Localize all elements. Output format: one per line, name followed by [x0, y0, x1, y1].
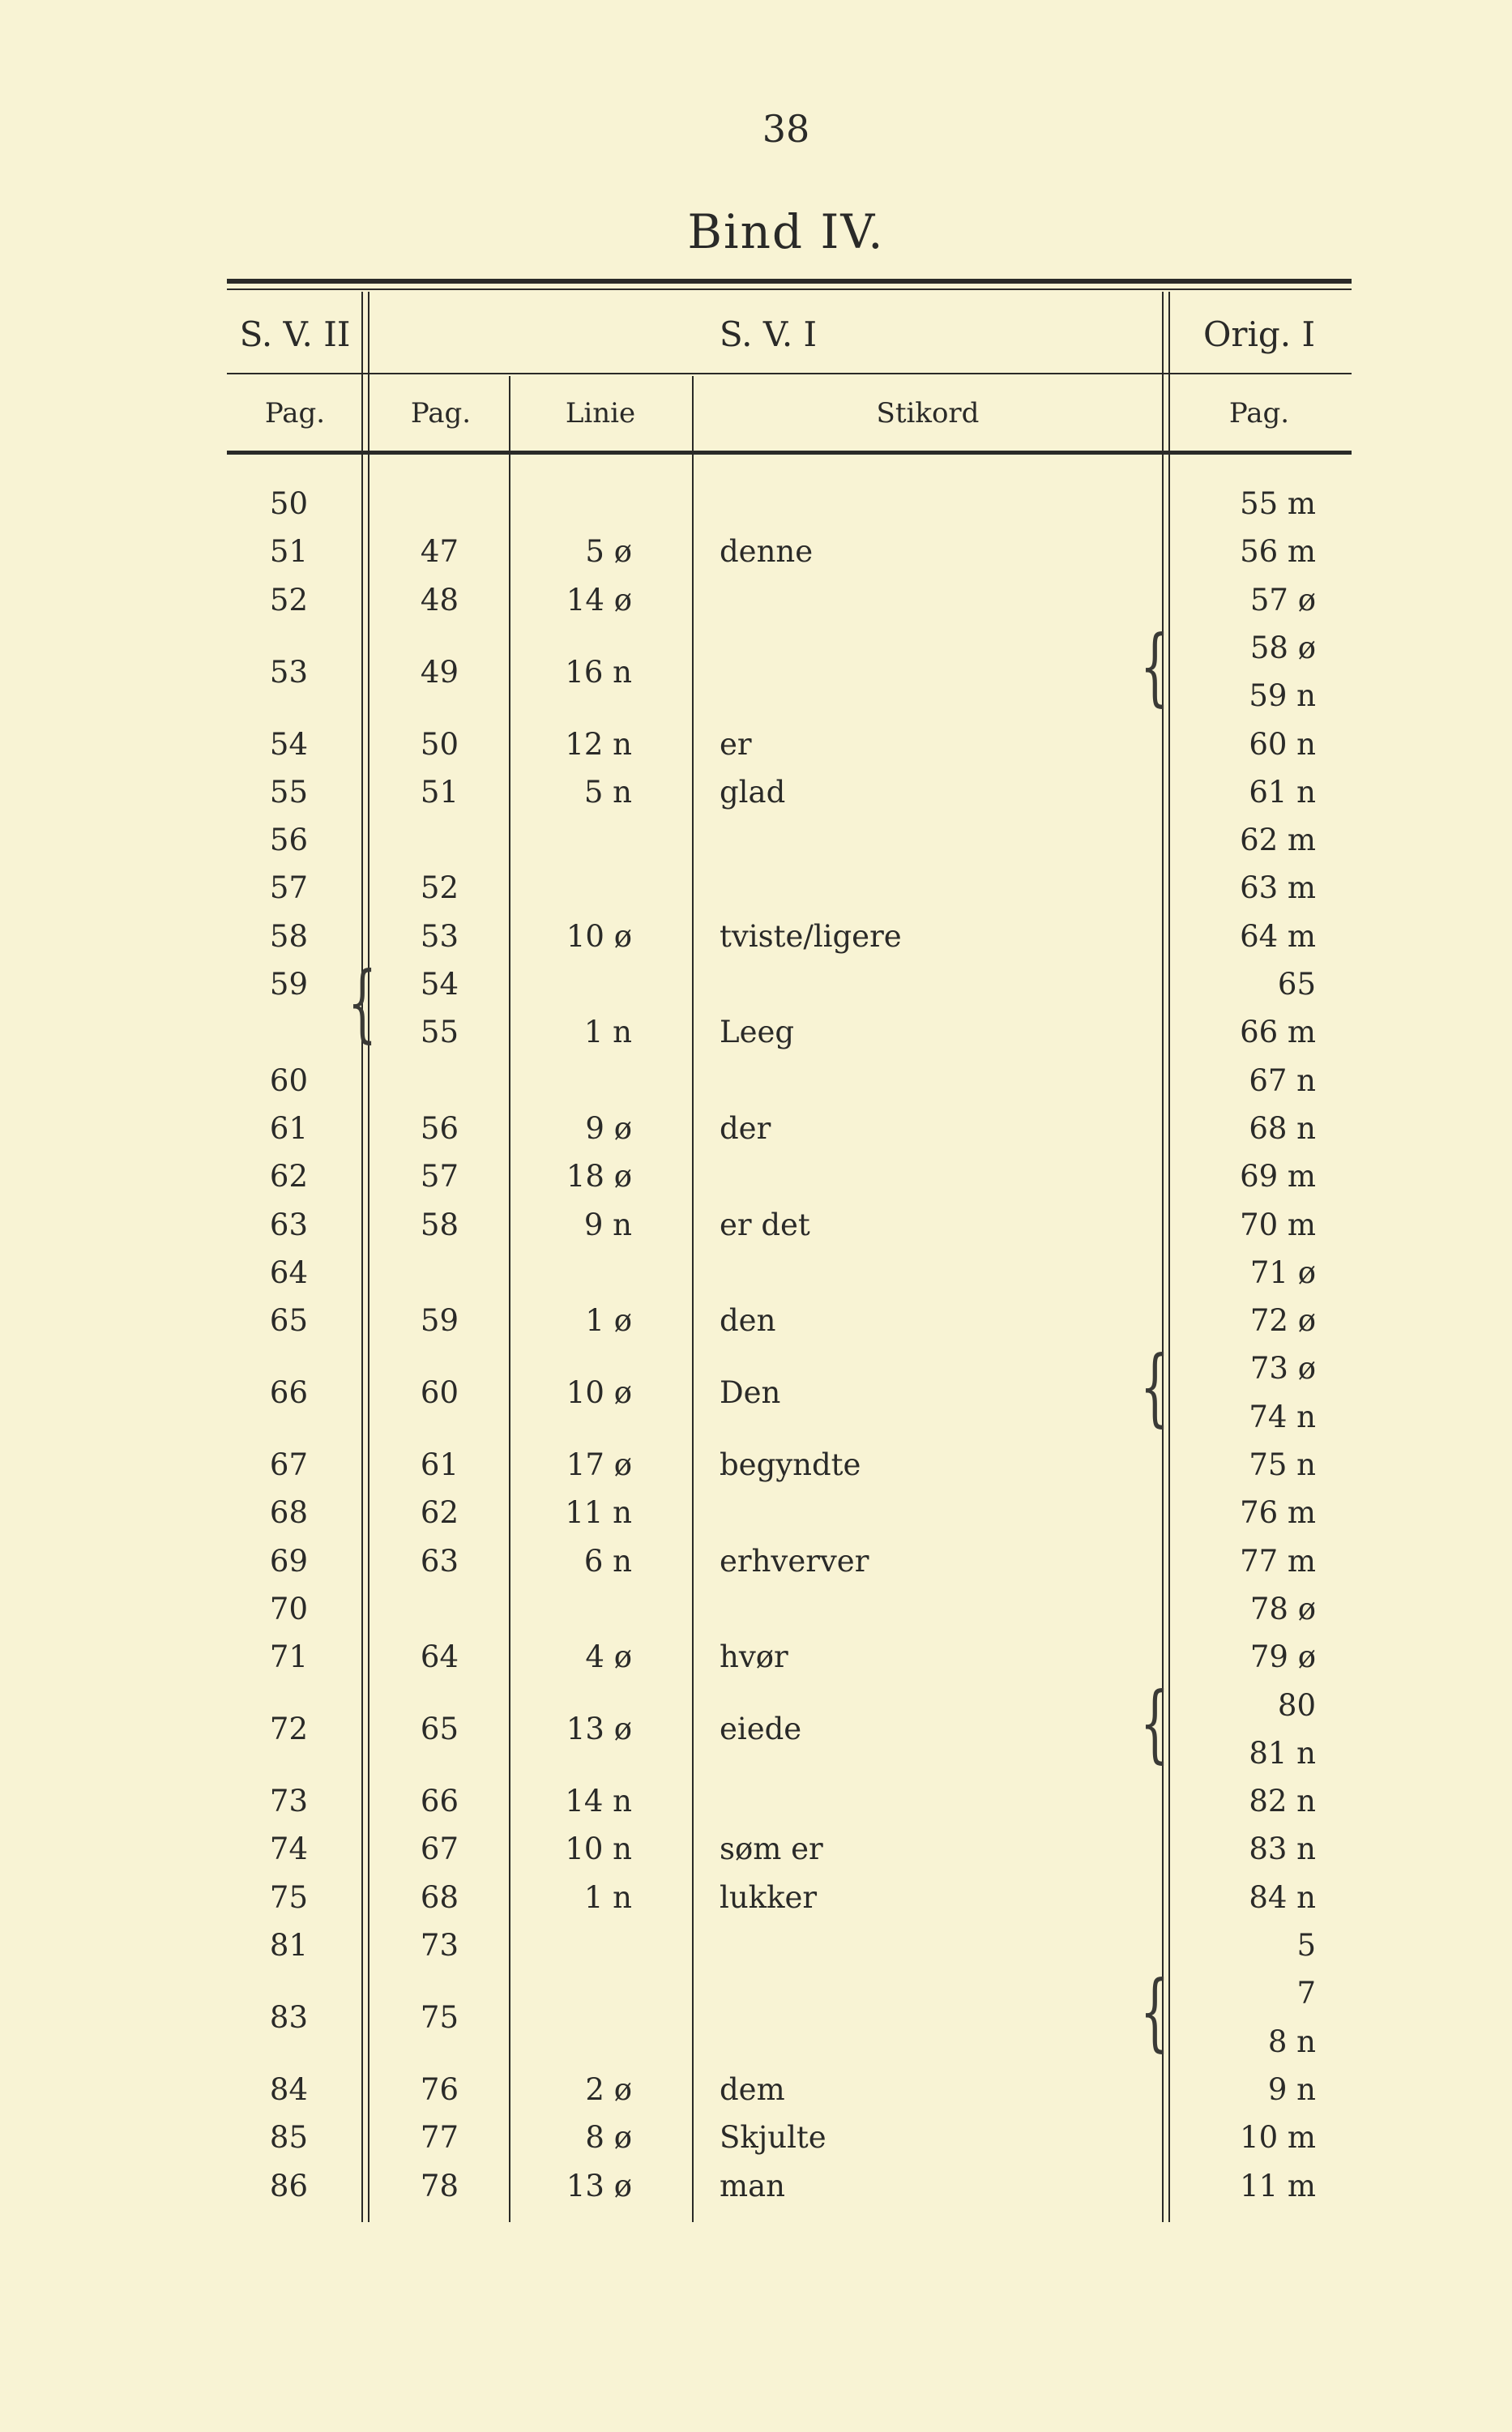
sv2-page: 52	[269, 582, 308, 618]
sv1-page: 50	[420, 726, 459, 762]
stikord: eiede	[720, 1712, 802, 1747]
sv2-page: 56	[269, 823, 308, 858]
sv2-page: 62	[269, 1159, 308, 1195]
sv1-page: 78	[420, 2168, 459, 2203]
stikord: Den	[720, 1375, 781, 1411]
stikord: glad	[720, 774, 786, 810]
stikord: der	[720, 1110, 771, 1146]
linie: 13 ø	[566, 1712, 632, 1747]
sv2-page: 51	[269, 534, 308, 570]
sv2-page: 74	[269, 1831, 308, 1867]
top-rule-thick	[227, 279, 1352, 284]
top-rule-thin	[227, 289, 1352, 290]
sv1-page: 53	[420, 918, 459, 954]
orig-page: 7	[1296, 1976, 1316, 2011]
sv1-page: 47	[420, 534, 459, 570]
sv2-page: 55	[269, 774, 308, 810]
sv2-page: 57	[269, 870, 308, 906]
sv2-page: 61	[269, 1110, 308, 1146]
volume-title: Bind IV.	[687, 204, 885, 259]
sv1-page: 49	[420, 654, 459, 690]
sv1-page: 75	[420, 1999, 459, 2035]
vline-sv2-b	[368, 292, 369, 2222]
stikord: er det	[720, 1207, 810, 1242]
orig-page: 8 n	[1267, 2024, 1316, 2059]
sv2-page: 70	[269, 1591, 308, 1626]
linie: 16 n	[565, 654, 632, 690]
orig-page: 62 m	[1240, 823, 1316, 858]
sv2-page: 72	[269, 1712, 308, 1747]
sv2-page: 75	[269, 1879, 308, 1915]
linie: 6 n	[583, 1543, 632, 1579]
sv2-page: 53	[269, 654, 308, 690]
orig-page: 66 m	[1240, 1015, 1316, 1050]
sv1-page: 57	[420, 1159, 459, 1195]
header-orig: Orig. I	[1202, 314, 1316, 354]
orig-page: 60 n	[1249, 726, 1316, 762]
orig-page: 68 n	[1249, 1110, 1316, 1146]
stikord: hvør	[720, 1639, 788, 1675]
sv2-page: 86	[269, 2168, 308, 2203]
linie: 11 n	[565, 1495, 632, 1531]
sv1-page: 55	[420, 1015, 459, 1050]
stikord: erhverver	[720, 1543, 869, 1579]
orig-page: 78 ø	[1249, 1591, 1316, 1626]
orig-page: 71 ø	[1249, 1254, 1316, 1290]
header-pag-sv2: Pag.	[264, 397, 326, 430]
vline-orig-a	[1162, 292, 1164, 2222]
sv1-page: 73	[420, 1928, 459, 1963]
header-sv1: S. V. I	[719, 314, 818, 354]
stikord: søm er	[720, 1831, 823, 1867]
linie: 8 ø	[585, 2120, 632, 2156]
linie: 12 n	[565, 726, 632, 762]
header-pag-sv1: Pag.	[410, 397, 472, 430]
sv2-page: 59	[269, 967, 308, 1002]
header-stikord: Stikord	[876, 397, 980, 430]
linie: 1 n	[583, 1015, 632, 1050]
orig-page: 69 m	[1240, 1159, 1316, 1195]
sv2-page: 60	[269, 1062, 308, 1098]
sv1-page: 54	[420, 967, 459, 1002]
linie: 14 n	[565, 1784, 632, 1819]
orig-page: 79 ø	[1249, 1639, 1316, 1675]
brace-orig: {	[1139, 1961, 1170, 2061]
sv1-page: 62	[420, 1495, 459, 1531]
sv1-page: 48	[420, 582, 459, 618]
orig-page: 74 n	[1249, 1399, 1316, 1434]
sv1-page: 64	[420, 1639, 459, 1675]
linie: 17 ø	[566, 1447, 632, 1482]
orig-page: 9 n	[1267, 2071, 1316, 2107]
sv2-page: 65	[269, 1303, 308, 1339]
orig-page: 65	[1277, 967, 1316, 1002]
stikord: denne	[720, 534, 814, 570]
orig-page: 10 m	[1240, 2120, 1316, 2156]
sv1-page: 63	[420, 1543, 459, 1579]
orig-page: 63 m	[1240, 870, 1316, 906]
sv1-page: 76	[420, 2071, 459, 2107]
orig-page: 67 n	[1249, 1062, 1316, 1098]
orig-page: 83 n	[1249, 1831, 1316, 1867]
linie: 10 n	[565, 1831, 632, 1867]
sv1-page: 59	[420, 1303, 459, 1339]
stikord: er	[720, 726, 752, 762]
sv1-page: 51	[420, 774, 459, 810]
sv2-page: 81	[269, 1928, 308, 1963]
orig-page: 58 ø	[1249, 630, 1316, 665]
linie: 1 ø	[585, 1303, 632, 1339]
orig-page: 5	[1296, 1928, 1316, 1963]
header-linie: Linie	[565, 397, 636, 430]
sv2-page: 73	[269, 1784, 308, 1819]
sv2-page: 69	[269, 1543, 308, 1579]
orig-page: 61 n	[1249, 774, 1316, 810]
orig-page: 55 m	[1240, 486, 1316, 521]
orig-page: 70 m	[1240, 1207, 1316, 1242]
header-rule-mid	[227, 373, 1352, 374]
sv2-page: 64	[269, 1254, 308, 1290]
orig-page: 11 m	[1240, 2168, 1316, 2203]
sv2-page: 54	[269, 726, 308, 762]
orig-page: 57 ø	[1249, 582, 1316, 618]
stikord: lukker	[720, 1879, 818, 1915]
orig-page: 76 m	[1240, 1495, 1316, 1531]
sv1-page: 68	[420, 1879, 459, 1915]
stikord: begyndte	[720, 1447, 861, 1482]
sv1-page: 60	[420, 1375, 459, 1411]
brace-orig: {	[1139, 1673, 1170, 1773]
sv2-page: 66	[269, 1375, 308, 1411]
sv2-page: 68	[269, 1495, 308, 1531]
linie: 2 ø	[585, 2071, 632, 2107]
brace-orig: {	[1139, 616, 1170, 716]
stikord: man	[720, 2168, 785, 2203]
vline-linie	[692, 376, 694, 2222]
linie: 1 n	[583, 1879, 632, 1915]
sv2-page: 83	[269, 1999, 308, 2035]
linie: 18 ø	[566, 1159, 632, 1195]
orig-page: 56 m	[1240, 534, 1316, 570]
sv1-page: 56	[420, 1110, 459, 1146]
stikord: den	[720, 1303, 776, 1339]
sv2-page: 50	[269, 486, 308, 521]
sv1-page: 61	[420, 1447, 459, 1482]
orig-page: 80	[1277, 1687, 1316, 1723]
orig-page: 81 n	[1249, 1735, 1316, 1771]
sv1-page: 67	[420, 1831, 459, 1867]
header-pag-orig: Pag.	[1228, 397, 1290, 430]
orig-page: 73 ø	[1249, 1351, 1316, 1387]
sv2-page: 67	[269, 1447, 308, 1482]
sv2-page: 85	[269, 2120, 308, 2156]
header-sv2: S. V. II	[239, 314, 351, 354]
linie: 4 ø	[585, 1639, 632, 1675]
sv1-page: 58	[420, 1207, 459, 1242]
orig-page: 77 m	[1240, 1543, 1316, 1579]
stikord: Leeg	[720, 1015, 795, 1050]
vline-orig-b	[1168, 292, 1170, 2222]
stikord: tviste/ligere	[720, 918, 902, 954]
sv2-page: 63	[269, 1207, 308, 1242]
orig-page: 82 n	[1249, 1784, 1316, 1819]
linie: 9 ø	[585, 1110, 632, 1146]
orig-page: 59 n	[1249, 678, 1316, 714]
sv1-page: 66	[420, 1784, 459, 1819]
brace-orig: {	[1139, 1337, 1170, 1437]
sv2-page: 84	[269, 2071, 308, 2107]
linie: 14 ø	[566, 582, 632, 618]
sv1-page: 65	[420, 1712, 459, 1747]
orig-page: 84 n	[1249, 1879, 1316, 1915]
orig-page: 75 n	[1249, 1447, 1316, 1482]
vline-pag	[509, 376, 510, 2222]
sv1-page: 52	[420, 870, 459, 906]
brace-sv2: {	[347, 952, 378, 1052]
linie: 10 ø	[566, 918, 632, 954]
sv2-page: 58	[269, 918, 308, 954]
linie: 10 ø	[566, 1375, 632, 1411]
orig-page: 64 m	[1240, 918, 1316, 954]
linie: 9 n	[583, 1207, 632, 1242]
linie: 5 ø	[585, 534, 632, 570]
vline-sv2-a	[361, 292, 363, 2222]
orig-page: 72 ø	[1249, 1303, 1316, 1339]
linie: 13 ø	[566, 2168, 632, 2203]
stikord: Skjulte	[720, 2120, 826, 2156]
sv1-page: 77	[420, 2120, 459, 2156]
page-number: 38	[762, 107, 810, 151]
linie: 5 n	[583, 774, 632, 810]
sv2-page: 71	[269, 1639, 308, 1675]
stikord: dem	[720, 2071, 785, 2107]
header-rule-bottom	[227, 451, 1352, 455]
